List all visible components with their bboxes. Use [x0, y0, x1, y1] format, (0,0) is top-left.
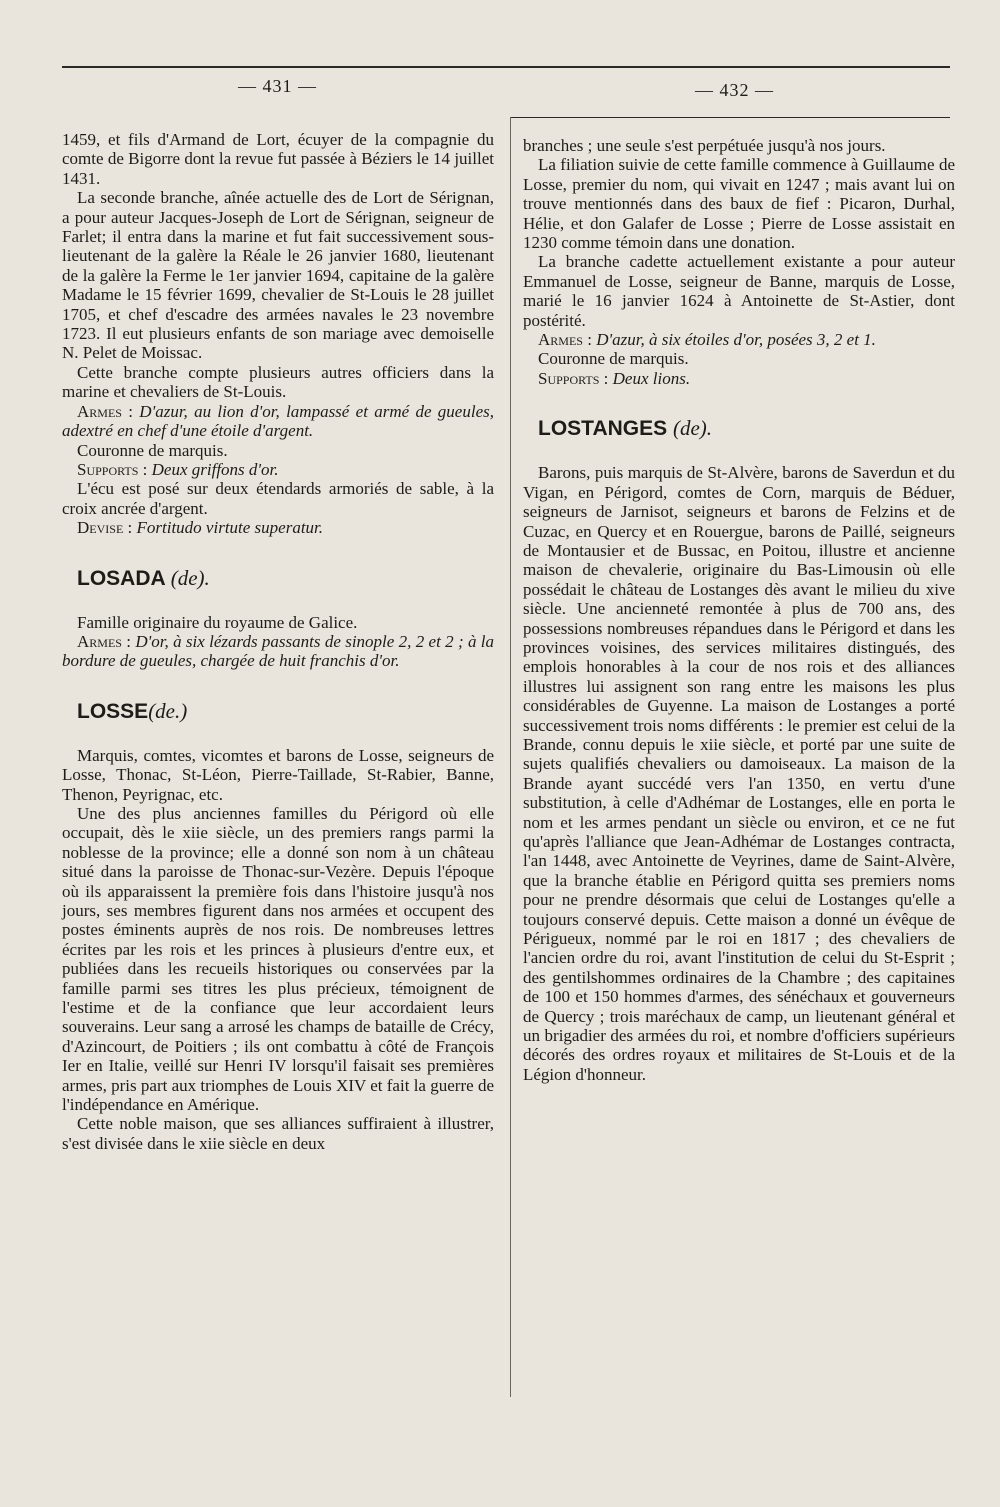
section-heading-lostanges — [523, 416, 955, 441]
right-column — [523, 136, 955, 1084]
armes-entry: Armes : D'azur, au lion d'or, lampassé et armé de gueules, adextré en chef d'une étoile d'argent. — [62, 401, 494, 441]
couronne-entry: Couronne de marquis. — [77, 440, 228, 460]
paragraph: Cette branche compte plusieurs autres officiers dans la marine et chevaliers de St-Louis. — [62, 362, 494, 402]
heading-name: LOSADA — [77, 566, 165, 590]
heading-particle: (de). — [672, 416, 713, 441]
heading-particle: (de). — [170, 565, 210, 590]
paragraph: branches ; une seule s'est perpétuée jusqu'à nos jours. — [523, 136, 886, 155]
armes-label: Armes — [77, 401, 122, 421]
supports-text: Deux lions. — [612, 368, 691, 388]
right-page-number: — 432 — — [695, 80, 774, 100]
devise-entry: Devise : Fortitudo virtute superatur. — [77, 518, 324, 538]
supports-label: Supports — [538, 368, 600, 388]
heading-name: LOSTANGES — [538, 417, 668, 441]
armes-entry: Armes : D'azur, à six étoiles d'or, posées 3, 2 et 1. — [538, 330, 876, 350]
left-page-number: — 431 — — [238, 76, 317, 96]
paragraph: 1459, et fils d'Armand de Lort, écuyer de la compagnie du comte de Bigorre dont la revue fut passée à Béziers le 14 juillet 1431. — [62, 130, 494, 188]
section-heading-losada — [62, 566, 494, 591]
armes-entry: Armes : D'or, à six lézards passants de sinople 2, 2 et 2 ; à la bordure de gueules, chargée de huit franchis d'or. — [62, 631, 495, 671]
couronne-entry: Couronne de marquis. — [538, 349, 689, 369]
paragraph: Marquis, comtes, vicomtes et barons de Losse, seigneurs de Losse, Thonac, St-Léon, Pierre-Taillade, St-Rabier, Banne, Thenon, Peyrignac, etc. — [62, 745, 494, 804]
left-column — [62, 130, 494, 1153]
paragraph: Une des plus anciennes familles du Périgord où elle occupait, dès le xiie siècle, un des premiers rangs parmi la noblesse de la province; elle a donné son nom à un château situé dans la paroisse de Thonac-sur-Vezère. Depuis l'époque où ils apparaissent la première fois dans l'histoire jusqu'à nos jours, ses membres figurent dans nos armées et occupent des postes éminents auprès de nos rois. De nombreuses lettres écrites par les rois et les princes à plusieurs d'entre eux, et publiées dans les recueils historiques ou conservées par la famille parmi ses titres les plus précieux, témoignent de l'estime et de la confiance que leur accordaient leurs souverains. Leur sang a arrosé les champs de bataille de Crécy, d'Azincourt, de Poitiers ; ils ont combattu à côté de François Ier en Italie, veillé sur Henri IV lorsqu'il faisait ses premières armes, pris part aux triomphes de Louis XIV et fait la guerre de l'indépendance en Amérique. — [62, 803, 494, 1115]
supports-entry: Supports : Deux griffons d'or. — [77, 459, 279, 479]
supports-entry: Supports : Deux lions. — [538, 368, 691, 388]
paragraph: La branche cadette actuellement existante a pour auteur Emmanuel de Losse, seigneur de Banne, marquis de Losse, marié le 16 janvier 1624 à Antoinette de St-Astier, dont postérité. — [523, 252, 955, 330]
devise-label: Devise — [77, 518, 124, 538]
supports-label: Supports — [77, 459, 139, 479]
paragraph: La filiation suivie de cette famille commence à Guillaume de Losse, premier du nom, qui vivait en 1247 ; mais avant lui on trouve mentionnés dans des baux de fief : Picaron, Durhal, Hélie, et don Galafer de Losse ; Pierre de Losse assistait en 1230 comme témoin dans une donation. — [523, 155, 955, 253]
devise-text: Fortitudo virtute superatur. — [136, 518, 324, 538]
column-divider — [510, 117, 511, 1397]
top-rule — [62, 66, 950, 68]
right-header-rule — [510, 117, 950, 118]
armes-text: D'azur, au lion d'or, lampassé et armé de gueules, adextré en chef d'une étoile d'argent. — [62, 401, 494, 441]
heading-name: LOSSE — [77, 699, 149, 723]
paragraph: La seconde branche, aînée actuelle des de Lort de Sérignan, a pour auteur Jacques-Joseph de Lort de Sérignan, seigneur de Farlet; il entra dans la marine et fut fait successivement sous-lieutenant de la galère la Réale le 26 janvier 1680, lieutenant de la galère la Ferme le 1er janvier 1694, capitaine de la galère Madame le 15 février 1699, chevalier de St-Louis le 28 juillet 1705, et chef d'escadre des armées navales le 23 novembre 1723. Il eut plusieurs enfants de son mariage avec demoiselle N. Pelet de Moissac. — [62, 188, 494, 363]
paragraph: L'écu est posé sur deux étendards armoriés de sable, à la croix ancrée d'argent. — [62, 479, 494, 518]
armes-label: Armes — [538, 330, 583, 350]
paragraph: Cette noble maison, que ses alliances suffiraient à illustrer, s'est divisée dans le xiie siècle en deux — [62, 1114, 494, 1153]
armes-text: D'or, à six lézards passants de sinople 2, 2 et 2 ; à la bordure de gueules, chargée de huit franchis d'or. — [62, 631, 495, 671]
armes-label: Armes — [77, 631, 122, 651]
supports-text: Deux griffons d'or. — [151, 459, 279, 479]
armes-text: D'azur, à six étoiles d'or, posées 3, 2 et 1. — [596, 330, 876, 350]
paragraph: Barons, puis marquis de St-Alvère, barons de Saverdun et du Vigan, en Périgord, comtes de Corn, marquis de Béduer, seigneurs de Jarnisot, seigneurs et barons de Felzins et de Cuzac, en Quercy et en Rouergue, barons de Paillé, seigneurs de Montausier et de Bussac, en Poitou, illustre et ancienne maison de chevalerie, originaire du Bas-Limousin où elle possédait le château de Lostanges dès avant le milieu du xive siècle. Une ancienneté remontée à plus de 700 ans, des possessions nombreuses répandues dans le Périgord et dans les provinces voisines, des services militaires distingués, des emplois honorables à la cour de nos rois et des alliances illustres lui assignent son rang entre les maisons les plus considérables de Guyenne. La maison de Lostanges a porté successivement trois noms différents : le premier est celui de la Brande, connu depuis le xiie siècle, et porté par une suite de sujets qualifiés chevaliers ou damoiseaux. La maison de la Brande ayant succédé vers l'an 1350, en vertu d'une substitution, à celle d'Adhémar de Lostanges, elle en porta le nom et les armes pendant un siècle ou environ, et ce ne fut qu'après l'alliance que Jean-Adhémar de Lostanges contracta, l'an 1448, avec Antoinette de Veyrines, dame de Saint-Alvère, que la branche établie en Périgord quitta ses premiers noms pour ne prendre désormais que celui de Lostanges qu'elle a toujours conservé depuis. Cette maison a donné un évêque de Périgueux, nommé par le roi en 1817 ; des chevaliers de l'ancien ordre du roi, avant l'institution de celui du St-Esprit ; des gentilshommes ordinaires de la Chambre ; des capitaines de 100 et 150 hommes d'armes, des sénéchaux et gouverneurs de Quercy ; trois maréchaux de camp, un lieutenant général et un brigadier des armées du roi, et nombre d'officiers supérieurs décorés des ordres royaux et militaires de St-Louis et de la Légion d'honneur. — [523, 463, 955, 1084]
heading-particle: (de.) — [148, 698, 188, 723]
paragraph: Famille originaire du royaume de Galice. — [77, 612, 358, 632]
section-heading-losse — [62, 699, 494, 724]
